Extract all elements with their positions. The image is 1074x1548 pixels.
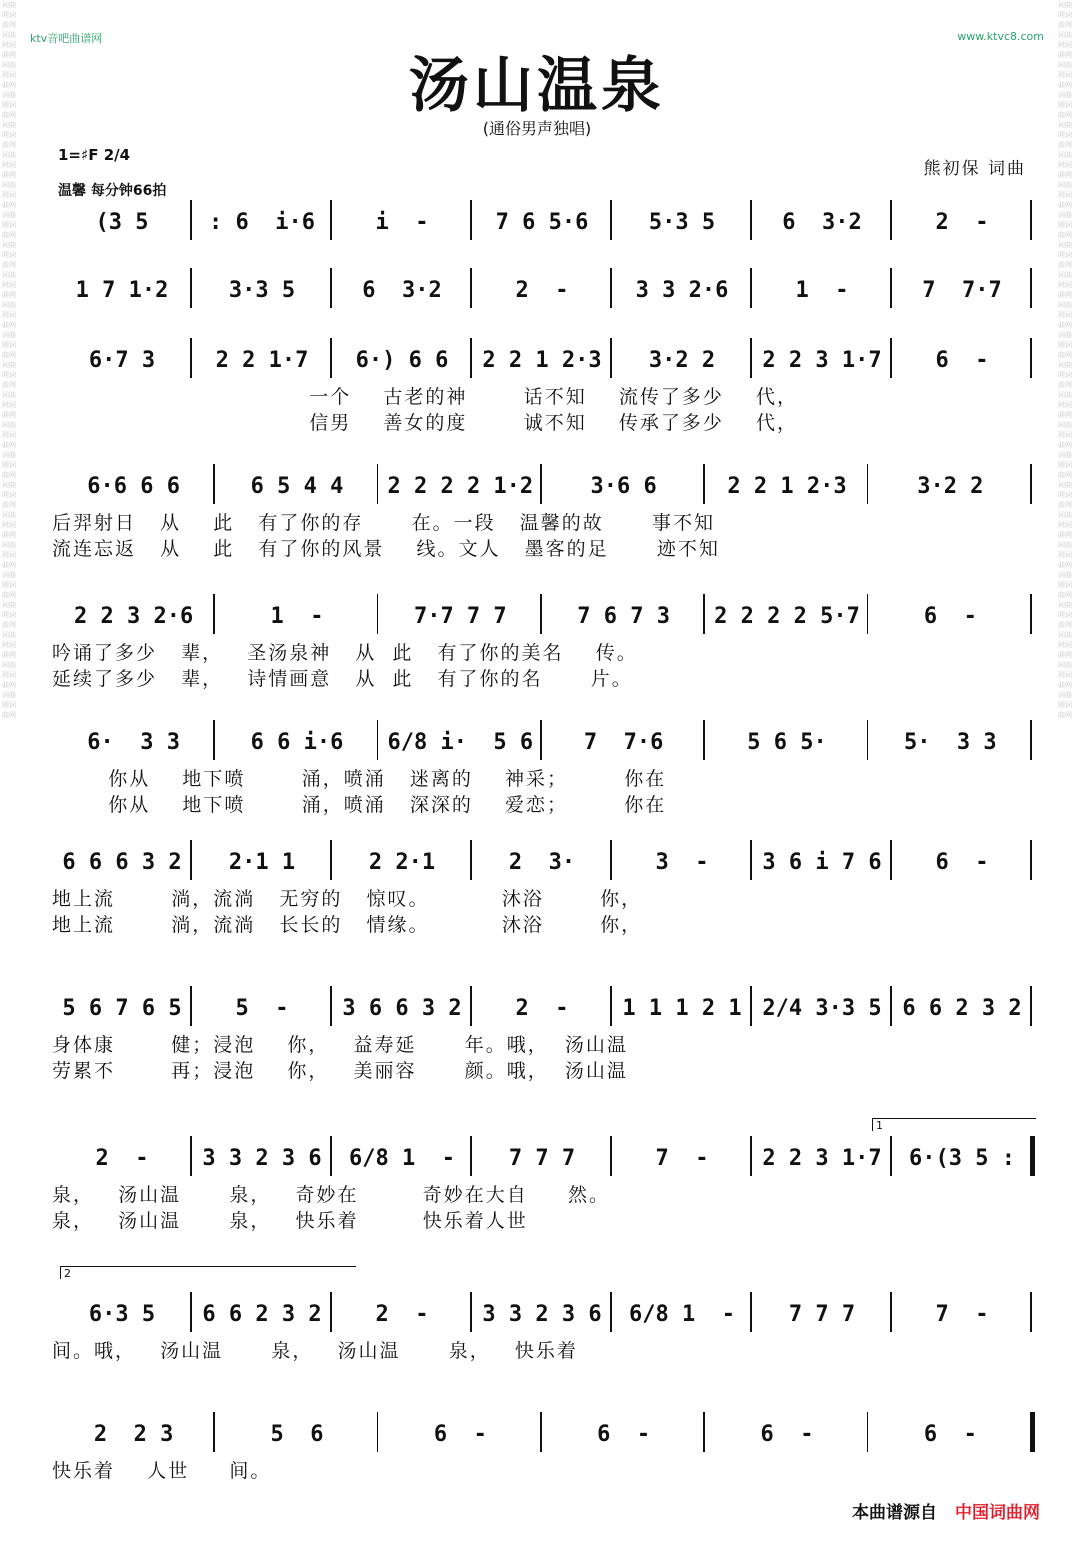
measure: 7 6 7 3	[577, 603, 671, 629]
bar-line	[330, 338, 332, 378]
lyric-line: 流连忘返 从 此 有了你的风景 线。文人 墨客的足 迹不知	[52, 538, 720, 560]
measure: 7 7·6	[583, 729, 664, 755]
bar-line	[890, 1292, 892, 1332]
bar-line	[213, 720, 215, 760]
bar-line	[190, 1136, 192, 1176]
measure: 6 6 2 3 2	[902, 995, 1022, 1021]
footer-brand: 中国词曲网	[955, 1503, 1040, 1523]
bar-line	[750, 986, 752, 1026]
bar-line	[213, 1412, 215, 1452]
measure: 6 3·2	[782, 209, 862, 235]
volta-bracket: 2	[60, 1266, 356, 1279]
volta-bracket: 1	[872, 1118, 1036, 1131]
measure: 2 2 1·7	[215, 347, 309, 373]
measure: 7 -	[655, 1145, 709, 1171]
notes-row	[52, 1412, 1032, 1456]
measure: 2 2 2 2 5·7	[714, 603, 860, 629]
lyric-line: 快乐着 人世 间。	[52, 1460, 272, 1482]
measure: 7 7·7	[922, 277, 1002, 303]
bar-line	[190, 268, 192, 308]
measure: 2 2 3 1·7	[762, 347, 882, 373]
bar-line	[213, 594, 215, 634]
bar-line	[190, 200, 192, 240]
bar-line	[470, 268, 472, 308]
measure: 5 -	[235, 995, 289, 1021]
footer-source: 本曲谱源自	[852, 1503, 937, 1523]
bar-line	[330, 986, 332, 1026]
music-system	[52, 986, 1032, 1082]
measure: 6·7 3	[88, 347, 156, 373]
music-system	[52, 464, 1032, 560]
key-signature: 1=♯F 2/4	[58, 146, 131, 164]
measure: 2 -	[375, 1301, 429, 1327]
bar-line	[1030, 720, 1032, 760]
notes-row	[52, 840, 1032, 884]
bar-line	[890, 338, 892, 378]
song-title: 汤山温泉	[409, 51, 665, 121]
notes-row	[52, 200, 1032, 244]
bar-line	[610, 338, 612, 378]
music-system	[52, 200, 1032, 244]
bar-line	[377, 1412, 379, 1452]
bar-line	[1030, 268, 1032, 308]
measure: 1 1 1 2 1	[622, 995, 742, 1021]
measure: 6·3 5	[88, 1301, 156, 1327]
measure: 5· 3 3	[903, 729, 997, 755]
measure: 3 3 2 3 6	[202, 1145, 322, 1171]
measure: 2 2·1	[368, 849, 436, 875]
music-system	[52, 338, 1032, 434]
lyric-line: 吟诵了多少 辈， 圣汤泉神 从 此 有了你的美名 传。	[52, 642, 638, 664]
measure: 3 3 2 3 6	[482, 1301, 602, 1327]
measure: (3 5	[95, 209, 149, 235]
notes-row	[52, 1292, 1032, 1336]
music-system	[52, 594, 1032, 690]
measure: 6 -	[433, 1421, 487, 1447]
bar-line	[1030, 1412, 1035, 1452]
lyric-line: 地上流 淌，流淌 长长的 情缘。 沐浴 你，	[52, 914, 643, 936]
bar-line	[190, 338, 192, 378]
measure: 6 6 i·6	[250, 729, 344, 755]
watermark-right: www.ktvc8.com	[957, 30, 1044, 43]
bar-line	[750, 1292, 752, 1332]
lyric-line: 泉， 汤山温 泉， 奇妙在 奇妙在大自 然。	[52, 1184, 610, 1206]
lyric-line: 身体康 健；浸泡 你， 益寿延 年。哦， 汤山温	[52, 1034, 628, 1056]
measure: 3 6 6 3 2	[342, 995, 462, 1021]
bar-line	[540, 720, 542, 760]
notes-row	[52, 338, 1032, 382]
notes-row	[52, 1136, 1032, 1180]
measure: 6 6 2 3 2	[202, 1301, 322, 1327]
bar-line	[470, 1136, 472, 1176]
measure: : 6 i·6	[209, 209, 315, 235]
song-subtitle: (通俗男声独唱)	[482, 119, 592, 138]
side-watermark-right: 词曲网词曲网词曲网词曲网词曲网词曲网词曲网词曲网词曲网词曲网词曲网词曲网词曲网词曲网词曲网词曲网词曲网词曲网词曲网词曲网词曲网词曲网词曲网词曲网词曲网词曲网词曲网词曲网词曲网词曲网词曲网词曲网词曲网词曲网词曲网词曲网词曲网词曲网词曲网词曲网词曲网词曲网词曲网词曲网词曲网词曲网词曲网词曲网	[1058, 1, 1072, 719]
measure: 6 3·2	[362, 277, 442, 303]
bar-line	[377, 464, 379, 504]
measure: 7 -	[935, 1301, 989, 1327]
measure: 6 -	[935, 347, 989, 373]
bar-line	[890, 986, 892, 1026]
bar-line	[1030, 464, 1032, 504]
measure: 2 2 1 2·3	[482, 347, 602, 373]
lyric-line: 延续了多少 辈， 诗情画意 从 此 有了你的名 片。	[52, 668, 633, 690]
measure: 3 -	[655, 849, 709, 875]
lyric-line: 一个 古老的神 话不知 流传了多少 代，	[52, 386, 799, 408]
music-system	[52, 1136, 1032, 1232]
measure: 1 -	[795, 277, 849, 303]
bar-line	[610, 1292, 612, 1332]
bar-line	[1030, 1136, 1035, 1176]
side-watermark-left: 词曲网词曲网词曲网词曲网词曲网词曲网词曲网词曲网词曲网词曲网词曲网词曲网词曲网词曲网词曲网词曲网词曲网词曲网词曲网词曲网词曲网词曲网词曲网词曲网词曲网词曲网词曲网词曲网词曲网词曲网词曲网词曲网词曲网词曲网词曲网词曲网词曲网词曲网词曲网词曲网词曲网词曲网词曲网词曲网词曲网词曲网词曲网词曲网	[2, 1, 16, 719]
bar-line	[213, 464, 215, 504]
measure: 5 6 5·	[747, 729, 827, 755]
bar-line	[1030, 840, 1032, 880]
bar-line	[190, 986, 192, 1026]
bar-line	[540, 594, 542, 634]
measure: 2·1 1	[228, 849, 296, 875]
notes-row	[52, 594, 1032, 638]
lyric-line: 间。哦， 汤山温 泉， 汤山温 泉， 快乐着	[52, 1340, 578, 1362]
bar-line	[470, 338, 472, 378]
bar-line	[1030, 338, 1032, 378]
notes-row	[52, 268, 1032, 312]
measure: 3·6 6	[590, 473, 657, 499]
measure: 6· 3 3	[87, 729, 181, 755]
bar-line	[867, 1412, 869, 1452]
notes-row	[52, 464, 1032, 508]
lyric-line: 你从 地下喷 涌，喷涌 深深的 爱恋； 你在	[52, 794, 667, 816]
measure: 2 -	[935, 209, 989, 235]
measure: 6 -	[935, 849, 989, 875]
measure: 2 2 3	[93, 1421, 174, 1447]
measure: 2 2 2 2 1·2	[387, 473, 534, 499]
bar-line	[610, 200, 612, 240]
lyric-line: 地上流 淌，流淌 无穷的 惊叹。 沐浴 你，	[52, 888, 643, 910]
bar-line	[703, 1412, 705, 1452]
bar-line	[1030, 594, 1032, 634]
bar-line	[750, 840, 752, 880]
bar-line	[703, 720, 705, 760]
measure: 6 -	[923, 1421, 977, 1447]
bar-line	[470, 1292, 472, 1332]
music-system	[52, 1292, 1032, 1362]
lyric-line: 后羿射日 从 此 有了你的存 在。一段 温馨的故 事不知	[52, 512, 715, 534]
bar-line	[867, 594, 869, 634]
bar-line	[540, 464, 542, 504]
measure: 7 7 7	[788, 1301, 856, 1327]
bar-line	[330, 1136, 332, 1176]
measure: 2 2 3 2·6	[74, 603, 194, 629]
measure: 6 6 6 3 2	[62, 849, 182, 875]
bar-line	[330, 1292, 332, 1332]
measure: 3·2 2	[917, 473, 984, 499]
measure: 2 -	[515, 277, 569, 303]
bar-line	[1030, 986, 1032, 1026]
measure: 2 2 3 1·7	[762, 1145, 882, 1171]
bar-line	[330, 840, 332, 880]
bar-line	[890, 268, 892, 308]
bar-line	[610, 986, 612, 1026]
measure: 6 -	[597, 1421, 651, 1447]
measure: 1 -	[270, 603, 324, 629]
measure: 2/4 3·3 5	[762, 995, 882, 1021]
bar-line	[1030, 1292, 1032, 1332]
bar-line	[610, 840, 612, 880]
bar-line	[867, 720, 869, 760]
notes-row	[52, 986, 1032, 1030]
bar-line	[610, 268, 612, 308]
measure: 6/8 i· 5 6	[387, 729, 534, 755]
measure: 6 -	[760, 1421, 814, 1447]
measure: 3 3 2·6	[635, 277, 729, 303]
measure: 3·2 2	[648, 347, 716, 373]
bar-line	[703, 594, 705, 634]
music-system	[52, 840, 1032, 936]
measure: 2 2 1 2·3	[727, 473, 847, 499]
measure: 6/8 1 -	[629, 1301, 735, 1327]
bar-line	[330, 268, 332, 308]
measure: 2 3·	[508, 849, 576, 875]
measure: 5 6	[270, 1421, 324, 1447]
bar-line	[890, 1136, 892, 1176]
bar-line	[1030, 200, 1032, 240]
measure: 7 6 5·6	[495, 209, 589, 235]
bar-line	[470, 840, 472, 880]
bar-line	[377, 594, 379, 634]
measure: 6·) 6 6	[355, 347, 449, 373]
measure: 2 -	[95, 1145, 149, 1171]
bar-line	[190, 1292, 192, 1332]
measure: 3 6 i 7 6	[762, 849, 882, 875]
measure: 7 7 7	[508, 1145, 576, 1171]
music-system	[52, 1412, 1032, 1482]
bar-line	[890, 200, 892, 240]
bar-line	[610, 1136, 612, 1176]
bar-line	[890, 840, 892, 880]
lyric-line: 你从 地下喷 涌，喷涌 迷离的 神采； 你在	[52, 768, 667, 790]
measure: 6/8 1 -	[349, 1145, 455, 1171]
bar-line	[190, 840, 192, 880]
measure: 6·(3 5 :	[909, 1145, 1015, 1171]
measure: 7·7 7 7	[413, 603, 507, 629]
bar-line	[470, 200, 472, 240]
bar-line	[377, 720, 379, 760]
watermark-left: ktv音吧曲谱网	[30, 32, 103, 45]
bar-line	[330, 200, 332, 240]
music-system	[52, 720, 1032, 816]
tempo-marking: 温馨 每分钟66拍	[58, 183, 167, 199]
bar-line	[540, 1412, 542, 1452]
measure: 6 -	[923, 603, 977, 629]
measure: 3·3 5	[228, 277, 296, 303]
bar-line	[750, 200, 752, 240]
bar-line	[703, 464, 705, 504]
bar-line	[470, 986, 472, 1026]
measure: 5 6 7 6 5	[62, 995, 182, 1021]
measure: i -	[375, 209, 429, 235]
lyric-line: 信男 善女的度 诚不知 传承了多少 代，	[52, 412, 799, 434]
music-system	[52, 268, 1032, 312]
composer-credit: 熊初保 词曲	[923, 159, 1026, 179]
footer	[852, 1498, 1040, 1523]
bar-line	[867, 464, 869, 504]
measure: 2 -	[515, 995, 569, 1021]
measure: 5·3 5	[648, 209, 716, 235]
lyric-line: 劳累不 再；浸泡 你， 美丽容 颜。哦， 汤山温	[52, 1060, 628, 1082]
bar-line	[750, 338, 752, 378]
lyric-line: 泉， 汤山温 泉， 快乐着 快乐着人世	[52, 1210, 528, 1232]
bar-line	[750, 1136, 752, 1176]
measure: 6 5 4 4	[250, 473, 344, 499]
notes-row	[52, 720, 1032, 764]
measure: 6·6 6 6	[87, 473, 181, 499]
measure: 1 7 1·2	[75, 277, 169, 303]
bar-line	[750, 268, 752, 308]
